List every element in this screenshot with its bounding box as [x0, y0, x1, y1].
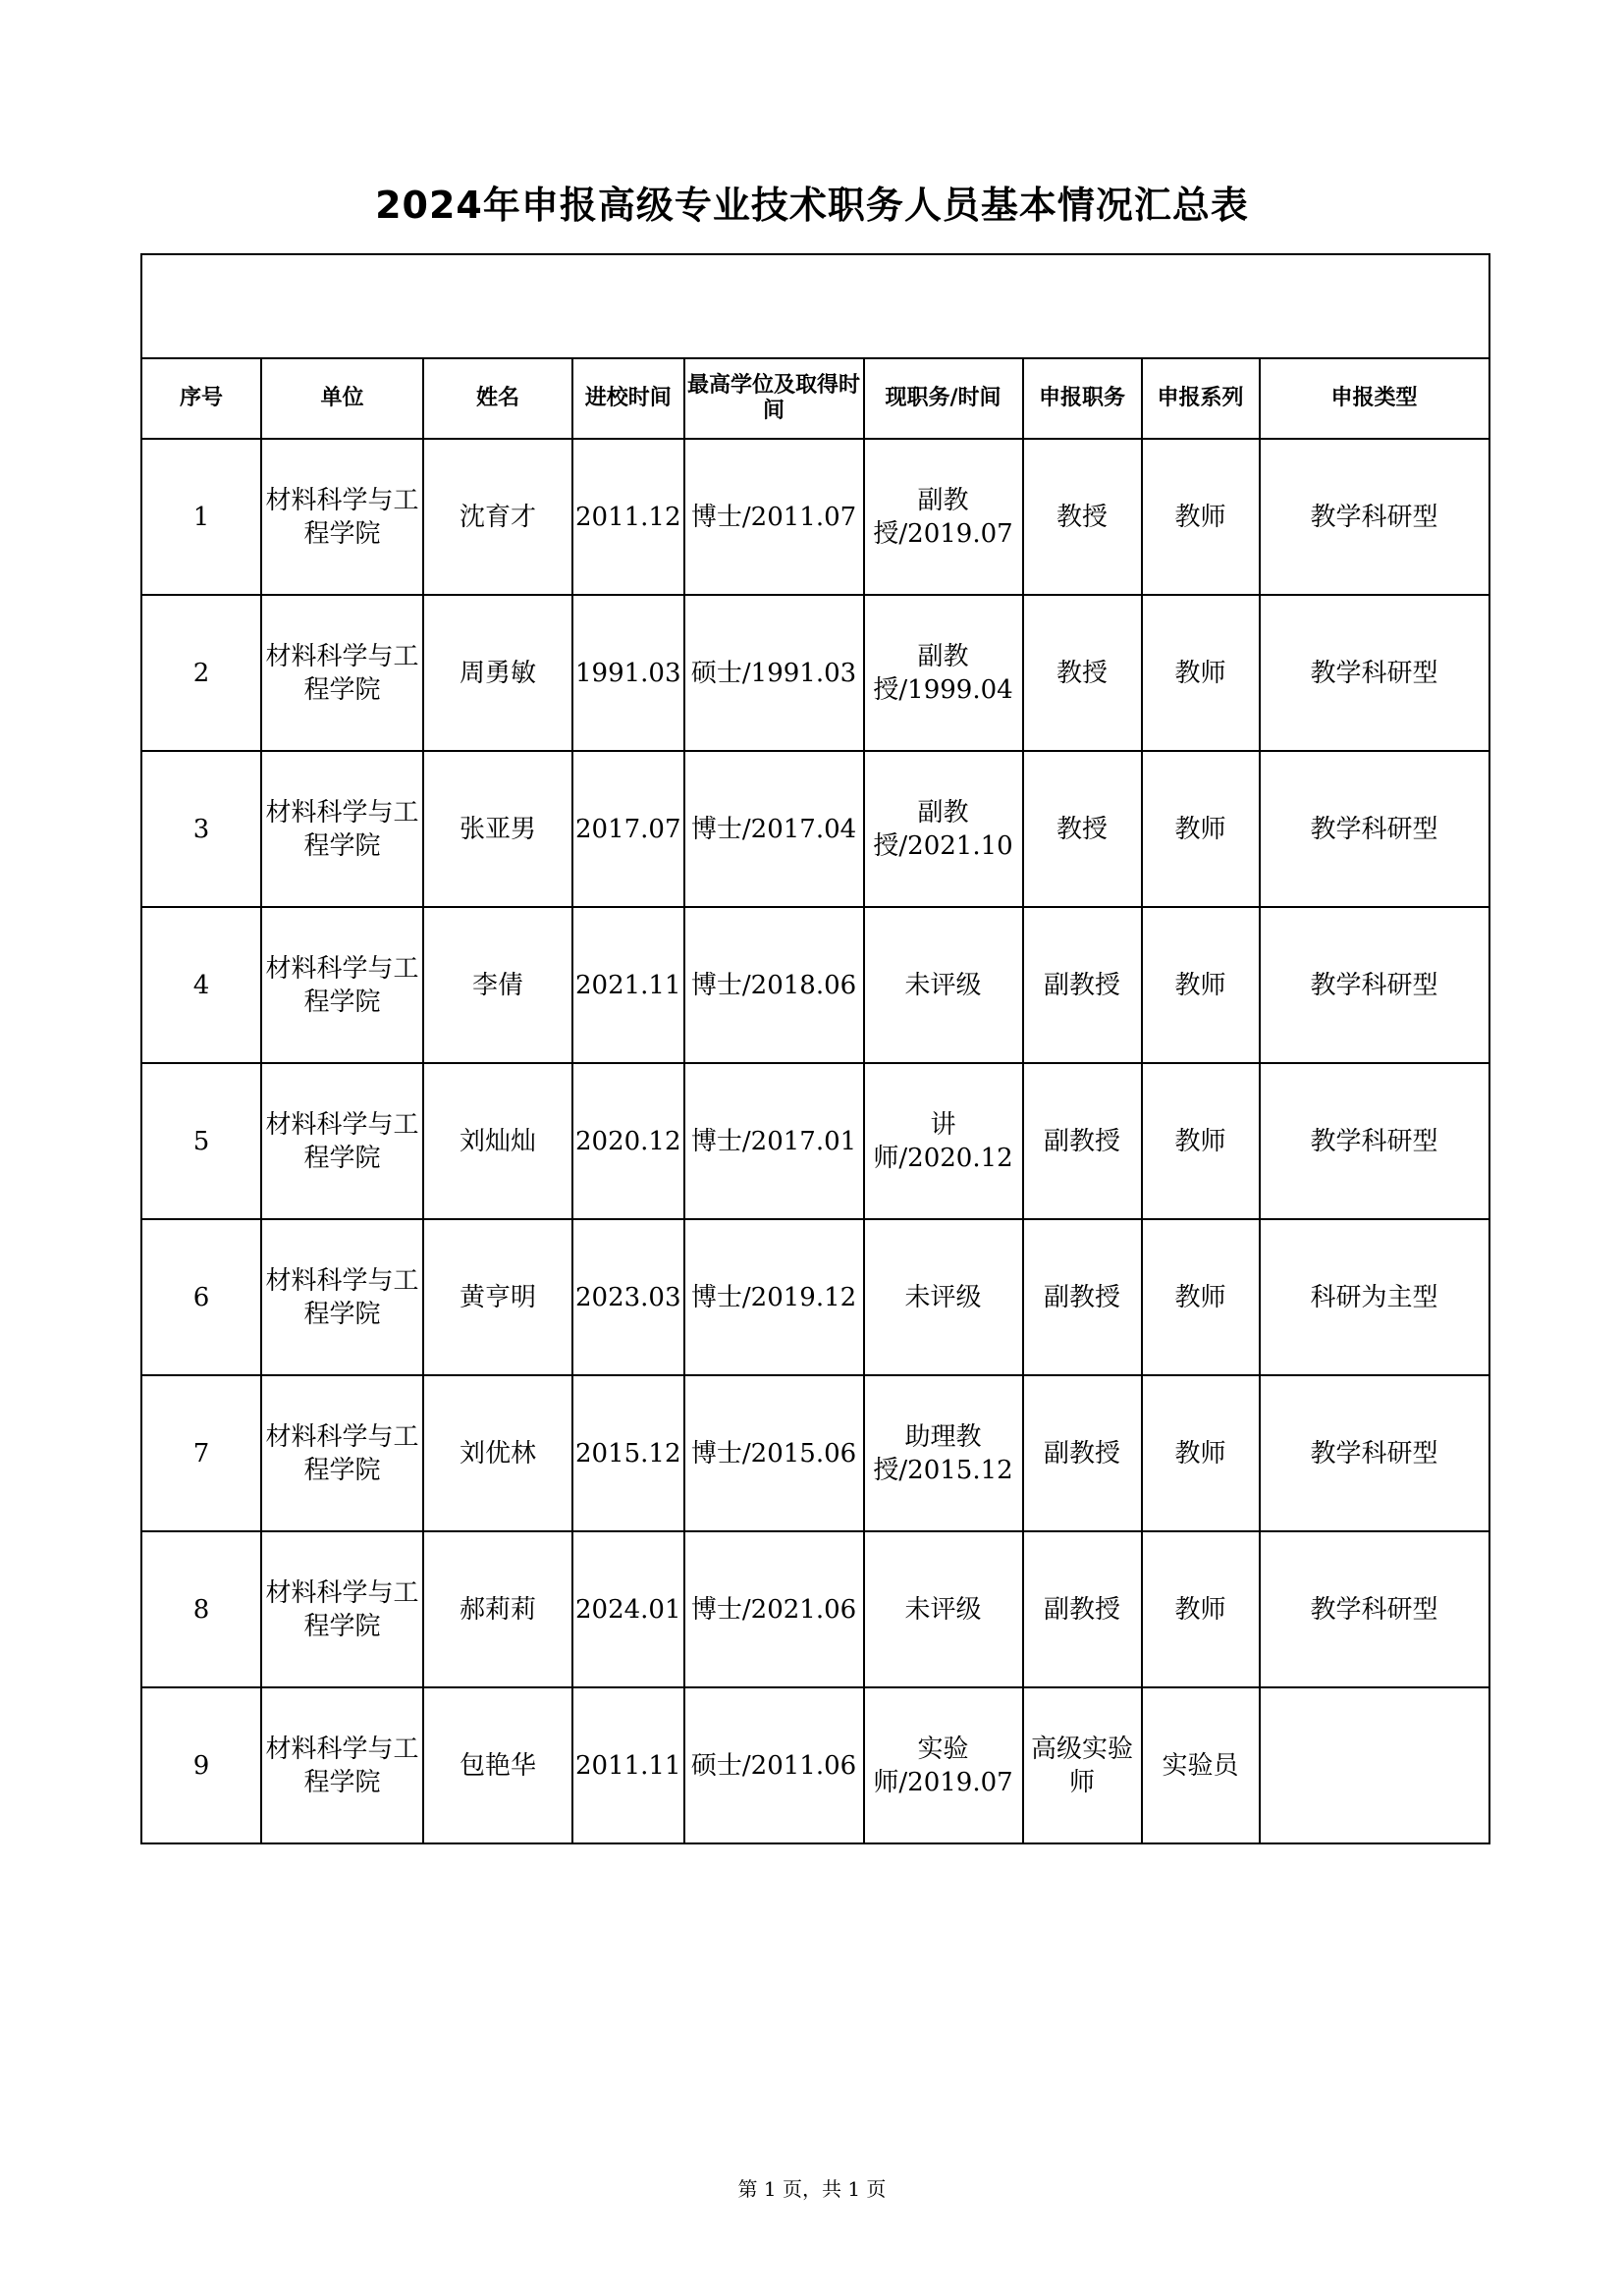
cell-degree-text: 博士/2011.07 — [690, 502, 857, 532]
cell-current-title — [864, 1063, 1023, 1219]
table-row — [141, 1375, 1489, 1531]
cell-applied-title-text: 副教授 — [1044, 1126, 1121, 1156]
cell-join-date-text: 2017.07 — [575, 814, 681, 844]
table-row — [141, 439, 1489, 595]
cell-current-title — [864, 907, 1023, 1063]
cell-index-text: 4 — [192, 970, 210, 1000]
cell-unit — [261, 595, 423, 751]
cell-name — [423, 907, 572, 1063]
cell-series — [1142, 1219, 1260, 1375]
cell-index — [141, 1063, 261, 1219]
cell-index-text: 6 — [192, 1282, 210, 1312]
cell-degree — [684, 1531, 864, 1687]
cell-degree — [684, 1375, 864, 1531]
cell-series — [1142, 1063, 1260, 1219]
cell-series — [1142, 595, 1260, 751]
cell-unit-text: 材料科学与工程学院 — [265, 1109, 419, 1173]
cell-type — [1260, 595, 1489, 751]
cell-applied-title — [1023, 751, 1142, 907]
cell-join-date-text: 2011.12 — [575, 502, 681, 532]
cell-unit-text: 材料科学与工程学院 — [265, 953, 419, 1017]
cell-join-date — [572, 1063, 684, 1219]
cell-index — [141, 1687, 261, 1843]
cell-join-date-text: 2021.11 — [575, 970, 681, 1000]
page-title: 2024年申报高级专业技术职务人员基本情况汇总表 — [375, 184, 1249, 227]
cell-series — [1142, 1375, 1260, 1531]
cell-unit — [261, 751, 423, 907]
table-row — [141, 1219, 1489, 1375]
cell-join-date-text: 1991.03 — [575, 658, 681, 688]
cell-current-title — [864, 1219, 1023, 1375]
table-body — [141, 439, 1489, 1843]
cell-index-text: 7 — [192, 1438, 210, 1468]
cell-name-text: 包艳华 — [459, 1750, 536, 1781]
cell-applied-title — [1023, 1375, 1142, 1531]
cell-current-title-text: 助理教授/2015.12 — [873, 1421, 1013, 1485]
cell-type — [1260, 1063, 1489, 1219]
cell-current-title — [864, 751, 1023, 907]
cell-degree-text: 博士/2019.12 — [690, 1282, 857, 1312]
cell-index — [141, 1531, 261, 1687]
cell-unit — [261, 1531, 423, 1687]
header-index: 序号 — [141, 358, 261, 439]
cell-current-title-text: 实验师/2019.07 — [873, 1734, 1013, 1797]
cell-unit — [261, 1375, 423, 1531]
cell-applied-title-text: 高级实验师 — [1031, 1734, 1134, 1797]
cell-current-title — [864, 1687, 1023, 1843]
cell-name-text: 沈育才 — [459, 502, 536, 532]
cell-applied-title — [1023, 1531, 1142, 1687]
cell-applied-title — [1023, 1063, 1142, 1219]
cell-name-text: 郝莉莉 — [459, 1594, 536, 1625]
cell-name-text: 周勇敏 — [459, 658, 536, 688]
cell-name — [423, 1375, 572, 1531]
cell-unit — [261, 1063, 423, 1219]
cell-index — [141, 595, 261, 751]
cell-applied-title-text: 教授 — [1056, 502, 1109, 532]
cell-series-text: 教师 — [1174, 1126, 1226, 1156]
cell-name — [423, 1531, 572, 1687]
cell-index-text: 9 — [192, 1750, 210, 1781]
cell-type-text: 教学科研型 — [1310, 502, 1438, 532]
cell-join-date — [572, 1531, 684, 1687]
cell-unit — [261, 1219, 423, 1375]
cell-current-title — [864, 1531, 1023, 1687]
table-row — [141, 907, 1489, 1063]
cell-join-date-text: 2023.03 — [575, 1282, 681, 1312]
cell-type-text: 教学科研型 — [1310, 1594, 1438, 1625]
cell-name — [423, 595, 572, 751]
cell-name-text: 黄亨明 — [459, 1282, 536, 1312]
cell-name — [423, 439, 572, 595]
cell-index-text: 1 — [192, 502, 210, 532]
cell-join-date — [572, 1375, 684, 1531]
cell-current-title-text: 副教授/2021.10 — [873, 797, 1013, 861]
cell-degree — [684, 907, 864, 1063]
cell-series-text: 教师 — [1174, 1438, 1226, 1468]
cell-unit — [261, 907, 423, 1063]
page-footer: 第 1 页，共 1 页 — [737, 2177, 887, 2201]
cell-name — [423, 1063, 572, 1219]
cell-degree — [684, 439, 864, 595]
cell-join-date — [572, 1219, 684, 1375]
cell-degree-text: 硕士/2011.06 — [690, 1750, 857, 1781]
cell-degree-text: 博士/2017.04 — [690, 814, 857, 844]
cell-current-title-text: 未评级 — [904, 970, 982, 1000]
cell-unit — [261, 439, 423, 595]
cell-degree-text: 硕士/1991.03 — [690, 658, 857, 688]
header-current-title: 现职务/时间 — [864, 358, 1023, 439]
cell-unit-text: 材料科学与工程学院 — [265, 641, 419, 705]
cell-applied-title — [1023, 907, 1142, 1063]
cell-unit-text: 材料科学与工程学院 — [265, 1734, 419, 1797]
cell-index-text: 5 — [192, 1126, 210, 1156]
cell-name — [423, 1219, 572, 1375]
cell-join-date — [572, 439, 684, 595]
summary-table — [140, 253, 1490, 1844]
cell-type — [1260, 751, 1489, 907]
cell-name-text: 张亚男 — [459, 814, 536, 844]
cell-type-text: 教学科研型 — [1310, 970, 1438, 1000]
cell-degree — [684, 751, 864, 907]
table-row — [141, 1063, 1489, 1219]
cell-series-text: 教师 — [1174, 970, 1226, 1000]
cell-series-text: 教师 — [1174, 1282, 1226, 1312]
cell-type-text: 教学科研型 — [1310, 658, 1438, 688]
cell-index-text: 3 — [192, 814, 210, 844]
cell-degree — [684, 1063, 864, 1219]
cell-series-text: 教师 — [1174, 1594, 1226, 1625]
cell-join-date-text: 2020.12 — [575, 1126, 681, 1156]
cell-applied-title — [1023, 1219, 1142, 1375]
cell-join-date — [572, 595, 684, 751]
table-row — [141, 1531, 1489, 1687]
header-unit: 单位 — [261, 358, 423, 439]
cell-join-date-text: 2015.12 — [575, 1438, 681, 1468]
cell-series — [1142, 1687, 1260, 1843]
cell-type-text: 教学科研型 — [1310, 1438, 1438, 1468]
header-type: 申报类型 — [1260, 358, 1489, 439]
cell-type-text: 科研为主型 — [1310, 1282, 1438, 1312]
cell-join-date — [572, 1687, 684, 1843]
cell-index — [141, 439, 261, 595]
notes-row — [141, 254, 1489, 358]
cell-applied-title — [1023, 439, 1142, 595]
cell-series-text: 实验员 — [1162, 1750, 1239, 1781]
notes-cell — [141, 254, 1489, 358]
cell-current-title-text: 未评级 — [904, 1282, 982, 1312]
cell-index-text: 2 — [192, 658, 210, 688]
table-row — [141, 595, 1489, 751]
table-row — [141, 751, 1489, 907]
header-name: 姓名 — [423, 358, 572, 439]
cell-degree-text: 博士/2017.01 — [690, 1126, 857, 1156]
header-join-date: 进校时间 — [572, 358, 684, 439]
cell-name — [423, 1687, 572, 1843]
cell-degree-text: 博士/2021.06 — [690, 1594, 857, 1625]
cell-degree — [684, 595, 864, 751]
cell-unit-text: 材料科学与工程学院 — [265, 1577, 419, 1641]
cell-applied-title-text: 副教授 — [1044, 1438, 1121, 1468]
cell-join-date — [572, 907, 684, 1063]
cell-degree-text: 博士/2015.06 — [690, 1438, 857, 1468]
cell-current-title-text: 副教授/2019.07 — [873, 485, 1013, 549]
cell-applied-title — [1023, 1687, 1142, 1843]
cell-series-text: 教师 — [1174, 814, 1226, 844]
cell-current-title-text: 讲师/2020.12 — [873, 1109, 1013, 1173]
cell-series — [1142, 1531, 1260, 1687]
cell-series — [1142, 907, 1260, 1063]
cell-type — [1260, 907, 1489, 1063]
cell-current-title — [864, 595, 1023, 751]
cell-type-text: 教学科研型 — [1310, 1126, 1438, 1156]
cell-series — [1142, 439, 1260, 595]
cell-applied-title-text: 教授 — [1056, 814, 1109, 844]
cell-index — [141, 1375, 261, 1531]
cell-applied-title-text: 教授 — [1056, 658, 1109, 688]
cell-index — [141, 1219, 261, 1375]
header-series: 申报系列 — [1142, 358, 1260, 439]
cell-index-text: 8 — [192, 1594, 210, 1625]
cell-applied-title-text: 副教授 — [1044, 970, 1121, 1000]
cell-unit-text: 材料科学与工程学院 — [265, 1421, 419, 1485]
header-applied-title: 申报职务 — [1023, 358, 1142, 439]
cell-series-text: 教师 — [1174, 658, 1226, 688]
cell-applied-title-text: 副教授 — [1044, 1594, 1121, 1625]
cell-type — [1260, 1219, 1489, 1375]
cell-current-title — [864, 1375, 1023, 1531]
cell-degree — [684, 1219, 864, 1375]
table-row — [141, 1687, 1489, 1843]
cell-name-text: 刘优林 — [459, 1438, 536, 1468]
cell-unit-text: 材料科学与工程学院 — [265, 1265, 419, 1329]
cell-current-title-text: 副教授/1999.04 — [873, 641, 1013, 705]
cell-type — [1260, 1687, 1489, 1843]
cell-current-title-text: 未评级 — [904, 1594, 982, 1625]
cell-degree-text: 博士/2018.06 — [690, 970, 857, 1000]
cell-applied-title — [1023, 595, 1142, 751]
cell-type — [1260, 1531, 1489, 1687]
cell-applied-title-text: 副教授 — [1044, 1282, 1121, 1312]
cell-index — [141, 907, 261, 1063]
header-row — [141, 358, 1489, 439]
cell-index — [141, 751, 261, 907]
cell-series — [1142, 751, 1260, 907]
cell-unit — [261, 1687, 423, 1843]
cell-name-text: 刘灿灿 — [459, 1126, 536, 1156]
cell-type-text: 教学科研型 — [1310, 814, 1438, 844]
cell-name — [423, 751, 572, 907]
cell-unit-text: 材料科学与工程学院 — [265, 485, 419, 549]
cell-type — [1260, 439, 1489, 595]
cell-unit-text: 材料科学与工程学院 — [265, 797, 419, 861]
cell-type — [1260, 1375, 1489, 1531]
cell-series-text: 教师 — [1174, 502, 1226, 532]
cell-join-date — [572, 751, 684, 907]
cell-degree — [684, 1687, 864, 1843]
header-degree: 最高学位及取得时间 — [684, 358, 864, 439]
cell-current-title — [864, 439, 1023, 595]
cell-join-date-text: 2024.01 — [575, 1594, 681, 1625]
cell-name-text: 李倩 — [471, 970, 523, 1000]
cell-join-date-text: 2011.11 — [575, 1750, 681, 1781]
